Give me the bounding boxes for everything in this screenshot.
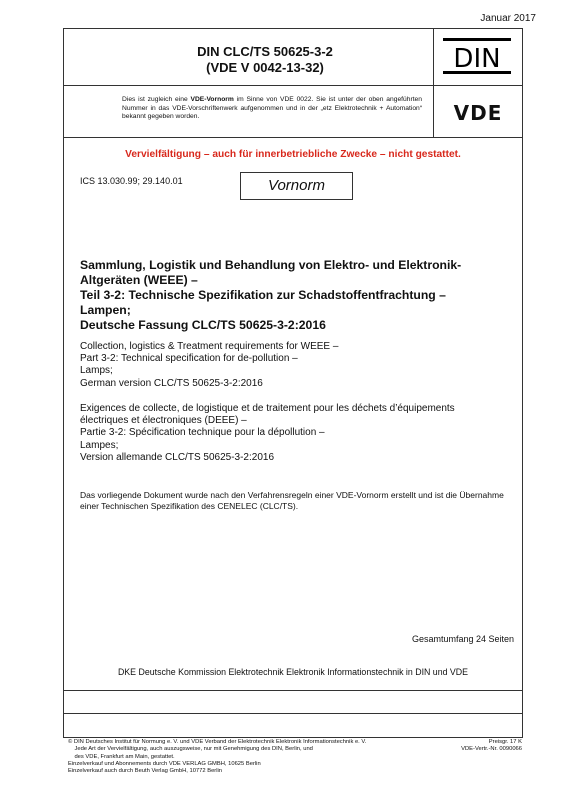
- vde-prestandard-note: Dies ist zugleich eine VDE-Vornorm im Sinne von VDE 0022. Sie ist unter der oben angeführten Nummer in das VDE-Vorschriftenwerk aufgenommen und in der „etz Elektrotechnik + Automation“ bekannt gegeben worden.: [122, 96, 422, 121]
- standard-din-number: DIN CLC/TS 50625-3-2: [197, 44, 333, 59]
- vde-vornorm-term: VDE-Vornorm: [190, 96, 234, 103]
- copyright-footer: © DIN Deutsches Institut für Normung e. V. und VDE Verband der Elektrotechnik Elektronik Informationstechnik e. V. Jede Art der Vervielfältigung, auch auszugsweise, nur mit Genehmigung des DIN, Berlin, und des VDE, Frankfurt am Main, gestattet. Einzelverkauf und Abonnements durch VDE VERLAG GMBH, 10625 Berlin Einzelverkauf auch durch Beuth Verlag GmbH, 10772 Berlin: [68, 739, 367, 775]
- divider: [64, 690, 522, 691]
- standard-number: [160, 44, 370, 76]
- issue-date: Januar 2017: [480, 13, 536, 24]
- reproduction-warning: Vervielfältigung – auch für innerbetriebliche Zwecke – nicht gestattet.: [125, 149, 461, 160]
- divider: [433, 29, 434, 137]
- price-group: Preisgr. 17 K: [488, 739, 522, 745]
- vde-logo: VDE: [453, 101, 503, 125]
- standard-vde-number: (VDE V 0042-13-32): [206, 60, 324, 75]
- vde-order-number: VDE-Vertr.-Nr. 0090066: [461, 746, 522, 753]
- document-description: Das vorliegende Dokument wurde nach den Verfahrensregeln einer VDE-Vornorm erstellt und ist die Übernahme einer Technischen Spezifikation des CENELEC (CLC/TS).: [80, 490, 504, 512]
- divider: [64, 85, 522, 86]
- page-count: Gesamtumfang 24 Seiten: [411, 634, 514, 644]
- title-english: Collection, logistics & Treatment requirements for WEEE – Part 3-2: Technical specification for de-pollution – Lamps; German version CLC/TS 50625-3-2:2016: [80, 341, 339, 389]
- title-french: Exigences de collecte, de logistique et de traitement pour les déchets d’équipements électriques et électroniques (DEEE) – Partie 3-2: Spécification technique pour la dépollution – Lampes; Version allemande CLC/TS 50625-3-2:2016: [80, 403, 455, 463]
- dke-line: DKE Deutsche Kommission Elektrotechnik Elektronik Informationstechnik in DIN und VDE: [117, 667, 469, 677]
- din-logo: [442, 36, 512, 76]
- ics-code: ICS 13.030.99; 29.140.01: [80, 176, 183, 186]
- divider: [64, 713, 522, 714]
- price-info: [444, 739, 522, 754]
- title-german: Sammlung, Logistik und Behandlung von Elektro- und Elektronik- Altgeräten (WEEE) – Teil 3-2: Technische Spezifikation zur Schadstoffentfrachtung – Lampen; Deutsche Fassung CLC/TS 50625-3-2:2016: [80, 258, 462, 332]
- din-logo-text: DIN: [453, 44, 501, 74]
- divider: [64, 137, 522, 138]
- vornorm-badge: Vornorm: [240, 172, 353, 200]
